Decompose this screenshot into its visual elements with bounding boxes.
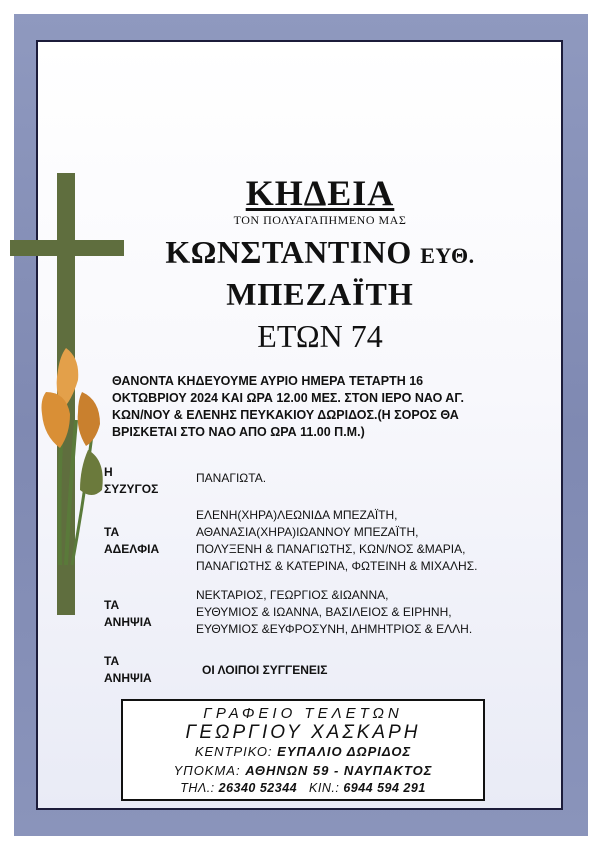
phone-label: ΤΗΛ.: — [180, 781, 215, 795]
mourner-names — [202, 662, 562, 679]
notice-subtitle: ΤΟΝ ΠΟΛΥΑΓΑΠΗΜΕΝΟ ΜΑΣ — [233, 213, 407, 227]
phone-value: 26340 52344 — [218, 781, 298, 795]
mourner-name-line: ΑΘΑΝΑΣΙΑ(ΧΗΡΑ)ΙΩΑΝΝΟΥ ΜΠΕΖΑΪΤΗ, — [196, 525, 419, 539]
mourner-names — [196, 507, 556, 575]
branch-value: ΑΘΗΝΩΝ 59 - ΝΑΥΠΑΚΤΟΣ — [245, 763, 433, 778]
mourner-names — [196, 587, 556, 638]
funeral-announcement — [112, 373, 544, 441]
branch-label: ΥΠΟΚΜΑ: — [173, 763, 241, 778]
funeral-home-name: ΓΕΩΡΓΙΟΥ ΧΑΣΚΑΡΗ — [185, 722, 421, 743]
announcement-line: ΘΑΝΟΝΤΑ ΚΗΔΕΥΟΥΜΕ ΑΥΡΙΟ ΗΜΕΡΑ ΤΕΤΑΡΤΗ 16 — [112, 374, 424, 388]
mourner-name-line: ΕΥΘΥΜΙΟΣ & ΙΩΑΝΝΑ, ΒΑΣΙΛΕΙΟΣ & ΕΙΡΗΝΗ, — [196, 605, 452, 619]
mourner-name-line: ΠΑΝΑΓΙΩΤΑ. — [196, 471, 267, 485]
deceased-surname: ΜΠΕΖΑΪΤΗ — [226, 276, 414, 312]
mourner-names — [196, 470, 556, 487]
mourner-label-line: ΑΝΗΨΙΑ — [104, 671, 152, 685]
funeral-home-heading: ΓΡΑΦΕΙΟ ΤΕΛΕΤΩΝ — [203, 705, 403, 722]
funeral-home-main-office — [123, 744, 483, 759]
mourner-name-line: ΠΟΛΥΞΕΝΗ & ΠΑΝΑΓΙΩΤΗΣ, ΚΩΝ/ΝΟΣ &ΜΑΡΙΑ, — [196, 542, 466, 556]
mourner-label — [104, 653, 184, 687]
first-name: ΚΩΝΣΤΑΝΤΙΝΟ — [165, 234, 412, 270]
cross-icon-arm — [10, 240, 124, 256]
mourner-name-line: ΕΛΕΝΗ(ΧΗΡΑ)ΛΕΩΝΙΔΑ ΜΠΕΖΑΪΤΗ, — [196, 508, 398, 522]
mourner-label — [104, 597, 184, 631]
father-abbrev: ΕΥΘ. — [420, 243, 475, 268]
mourner-label-line: ΤΑ — [104, 525, 120, 539]
notice-title: ΚΗΔΕΙΑ — [245, 173, 395, 213]
deceased-first-name — [120, 234, 520, 271]
mourner-label-line: ΣΥΖΥΓΟΣ — [104, 482, 159, 496]
main-office-label: ΚΕΝΤΡΙΚΟ: — [194, 744, 273, 759]
mourner-label-line: ΤΑ — [104, 598, 120, 612]
mobile-value: 6944 594 291 — [343, 781, 426, 795]
mourner-label-line: ΑΔΕΛΦΙΑ — [104, 542, 160, 556]
mourner-label — [104, 524, 184, 558]
mourner-label-line: Η — [104, 465, 113, 479]
mourner-name-line: ΟΙ ΛΟΙΠΟΙ ΣΥΓΓΕΝΕΙΣ — [202, 663, 328, 677]
main-office-value: ΕΥΠΑΛΙΟ ΔΩΡΙΔΟΣ — [277, 744, 412, 759]
announcement-line: ΚΩΝ/ΝΟΥ & ΕΛΕΝΗΣ ΠΕΥΚΑΚΙΟΥ ΔΩΡΙΔΟΣ.(Η ΣΟΡΟΣ ΘΑ — [112, 408, 459, 422]
announcement-line: ΒΡΙΣΚΕΤΑΙ ΣΤΟ ΝΑΟ ΑΠΟ ΩΡΑ 11.00 Π.Μ.) — [112, 425, 365, 439]
mourner-name-line: ΝΕΚΤΑΡΙΟΣ, ΓΕΩΡΓΙΟΣ &ΙΩΑΝΝΑ, — [196, 588, 389, 602]
announcement-line: ΟΚΤΩΒΡΙΟΥ 2024 ΚΑΙ ΩΡΑ 12.00 ΜΕΣ. ΣΤΟΝ ΙΕΡΟ ΝΑΟ ΑΓ. — [112, 391, 464, 405]
mobile-label: ΚΙΝ.: — [309, 781, 340, 795]
mourner-label — [104, 464, 184, 498]
funeral-home-branch — [123, 763, 483, 778]
deceased-age: ΕΤΩΝ 74 — [257, 318, 383, 354]
mourner-name-line: ΕΥΘΥΜΙΟΣ &ΕΥΦΡΟΣΥΝΗ, ΔΗΜΗΤΡΙΟΣ & ΕΛΛΗ. — [196, 622, 473, 636]
funeral-home-box — [121, 699, 485, 801]
funeral-home-phones — [123, 781, 483, 795]
mourner-name-line: ΠΑΝΑΓΙΩΤΗΣ & ΚΑΤΕΡΙΝΑ, ΦΩΤΕΙΝΗ & ΜΙΧΑΛΗΣ. — [196, 559, 478, 573]
mourner-label-line: ΤΑ — [104, 654, 120, 668]
mourner-label-line: ΑΝΗΨΙΑ — [104, 615, 152, 629]
